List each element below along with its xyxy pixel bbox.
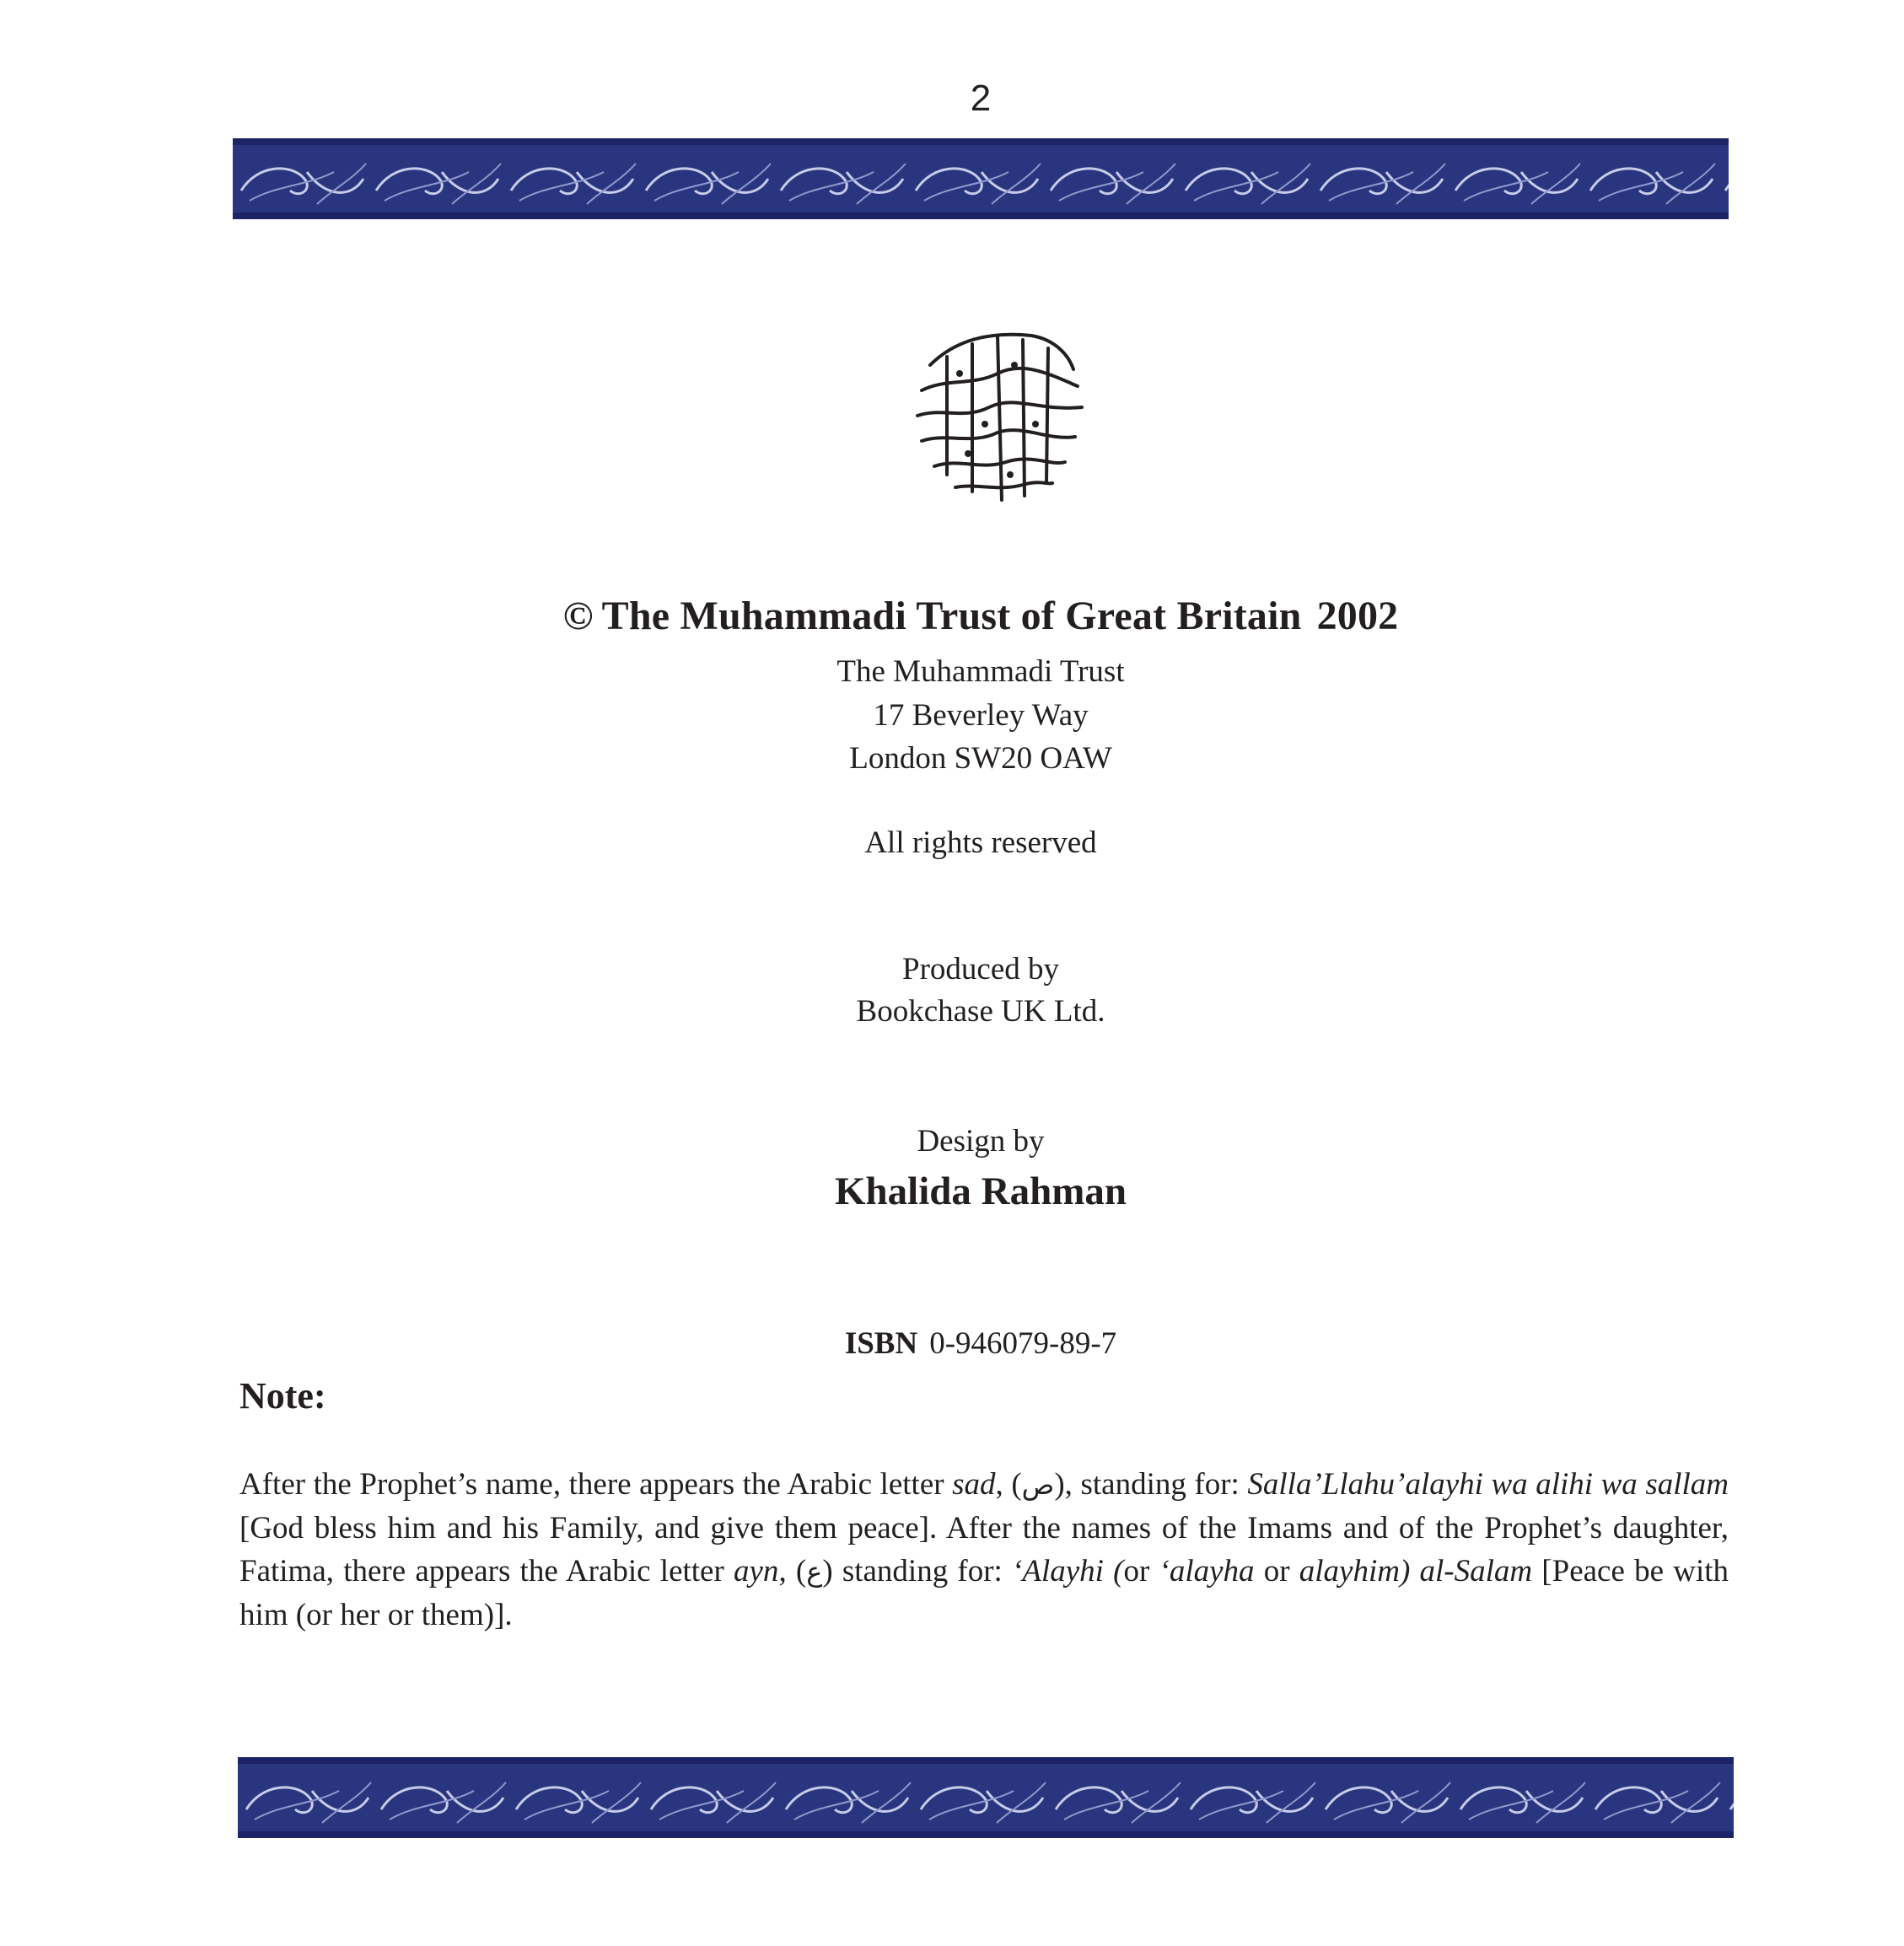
top-decorative-border (233, 138, 1729, 219)
isbn-value: 0-946079-89-7 (929, 1326, 1117, 1361)
produced-by-label: Produced by (902, 952, 1059, 986)
arabic-calligraphy-seal-icon (896, 306, 1102, 517)
note-paragraph (239, 1463, 1729, 1637)
note-text: ) standing for: (822, 1554, 1013, 1589)
note-text: or (1123, 1554, 1159, 1589)
copyright-line (0, 593, 1904, 639)
page-number: 2 (970, 78, 992, 119)
copyright-holder: The Muhammadi Trust of Great Britain (601, 594, 1302, 638)
note-phrase-alayhim: alayhim) al-Salam (1299, 1554, 1533, 1589)
note-text: ), standing for: (1054, 1467, 1248, 1502)
note-term-ayn: ayn (734, 1554, 779, 1589)
note-term-sad: sad (952, 1467, 996, 1502)
rights-statement: All rights reserved (864, 825, 1097, 860)
isbn-label: ISBN (844, 1326, 918, 1361)
isbn-line (0, 1325, 1904, 1362)
note-phrase-alayhi: ‘Alayhi ( (1012, 1554, 1124, 1589)
copyright-symbol: © (562, 594, 594, 638)
note-text: , ( (995, 1467, 1022, 1502)
copyright-year: 2002 (1316, 594, 1399, 638)
address-line-1: The Muhammadi Trust (836, 654, 1125, 689)
note-phrase-alayha: ‘alayha (1159, 1554, 1255, 1589)
note-text: or (1254, 1554, 1299, 1589)
note-text: [God bless him and his Family, and give them peace]. After the names of the Imams and of the Prophet’s daughter, Fatima, there appears the Arabic letter (239, 1511, 1729, 1589)
note-text: After the Prophet’s name, there appears the Arabic letter (239, 1467, 953, 1502)
arabic-letter-ayn: ع (806, 1556, 823, 1588)
designer-name: Khalida Rahman (834, 1169, 1127, 1213)
address-line-2: 17 Beverley Way (873, 698, 1089, 733)
note-heading: Note: (239, 1375, 326, 1416)
address-line-3: London SW20 OAW (849, 741, 1112, 776)
note-phrase-salla: Salla’Llahu’alayhi wa alihi wa sallam (1247, 1467, 1729, 1502)
note-text: [Peace be with him (or her or them)]. (239, 1554, 1729, 1632)
bottom-decorative-border (238, 1757, 1734, 1838)
design-by-label: Design by (917, 1124, 1045, 1158)
producer-name: Bookchase UK Ltd. (856, 994, 1105, 1029)
note-text: , ( (778, 1554, 807, 1589)
arabic-letter-sad: ص (1021, 1469, 1055, 1501)
